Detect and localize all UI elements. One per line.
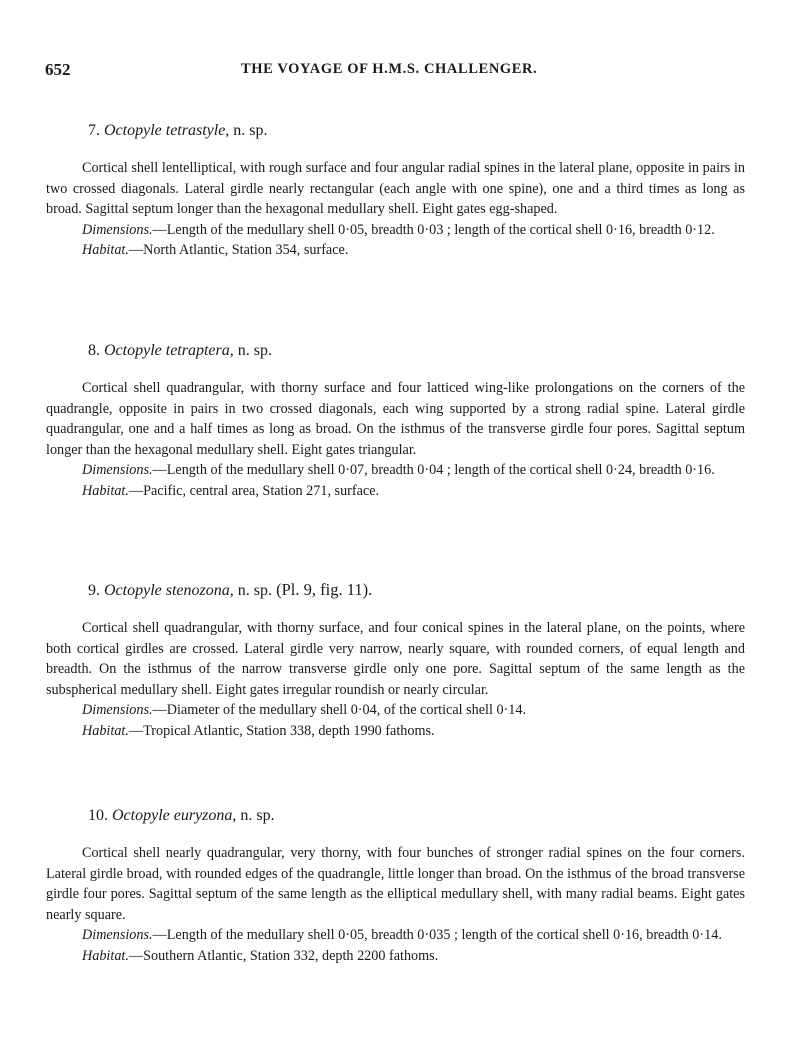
species-entry-8 xyxy=(46,338,745,502)
description-text: Cortical shell nearly quadrangular, very thorny, with four bunches of stronger radial spines on the four corners. Lateral girdle broad, with rounded edges of the quadrangle, little longer than broad. On the isthmus of the broad transverse girdle four pores. Sagittal septum of the same length as the elliptical medullary shell, with many radial beams. Eight gates nearly square. xyxy=(46,845,745,923)
description-text: Cortical shell quadrangular, with thorny surface and four latticed wing-like prolongations on the corners of the quadrangle, opposite in pairs in two crossed diagonals, each wing supported by a strong radial spine. Lateral girdle quadrangular, one and a half times as long as broad. On the isthmus of the transverse girdle four pores. Sagittal septum longer than the hexagonal medullary shell. Eight gates triangular. xyxy=(46,380,745,458)
running-head: THE VOYAGE OF H.M.S. CHALLENGER. xyxy=(241,61,538,77)
plate-reference: (Pl. 9, fig. 11). xyxy=(271,580,373,599)
dimensions-line xyxy=(46,220,745,241)
dimensions-line xyxy=(46,925,745,946)
species-description xyxy=(46,618,745,700)
dimensions-line xyxy=(46,700,745,721)
habitat-text: —Pacific, central area, Station 271, surface. xyxy=(128,482,380,499)
habitat-label: Habitat. xyxy=(82,242,129,259)
habitat-text: —North Atlantic, Station 354, surface. xyxy=(128,242,349,259)
species-suffix: , n. sp. xyxy=(229,582,272,599)
species-name: Octopyle tetrastyle xyxy=(104,122,226,139)
habitat-label: Habitat. xyxy=(82,947,129,964)
dimensions-label: Dimensions. xyxy=(82,702,153,719)
species-name: Octopyle tetraptera xyxy=(104,342,230,359)
dimensions-text: —Length of the medullary shell 0·07, breadth 0·04 ; length of the cortical shell 0·24, breadth 0·16. xyxy=(152,462,715,479)
species-entry-9 xyxy=(46,578,745,742)
species-description xyxy=(46,843,745,925)
species-number: 10. xyxy=(88,807,108,824)
species-number: 8. xyxy=(88,342,100,359)
species-heading xyxy=(88,118,745,142)
species-name: Octopyle stenozona xyxy=(104,582,230,599)
species-entry-10 xyxy=(46,803,745,967)
species-number: 9. xyxy=(88,582,100,599)
species-entry-7 xyxy=(46,118,745,261)
species-suffix: , n. sp. xyxy=(229,342,272,359)
description-text: Cortical shell lentelliptical, with rough surface and four angular radial spines in the lateral plane, opposite in pairs in two crossed diagonals. Lateral girdle nearly rectangular (each angle with one spine), one and a third times as long as broad. Sagittal septum longer than the hexagonal medullary shell. Eight gates egg-shaped. xyxy=(46,160,745,218)
description-text: Cortical shell quadrangular, with thorny surface, and four conical spines in the lateral plane, on the points, where both cortical girdles are crossed. Lateral girdle very narrow, nearly square, with rounded corners, of equal length and breadth. On the isthmus of the narrow transverse girdle only one pore. Sagittal septum of the same length as the subspherical medullary shell. Eight gates irregular roundish or nearly circular. xyxy=(46,620,745,698)
dimensions-label: Dimensions. xyxy=(82,462,153,479)
dimensions-line xyxy=(46,460,745,481)
species-number: 7. xyxy=(88,122,100,139)
dimensions-text: —Length of the medullary shell 0·05, breadth 0·03 ; length of the cortical shell 0·16, breadth 0·12. xyxy=(152,221,715,238)
page-header xyxy=(45,60,755,84)
habitat-text: —Southern Atlantic, Station 332, depth 2200 fathoms. xyxy=(128,947,439,964)
species-description xyxy=(46,158,745,220)
habitat-line xyxy=(46,240,745,261)
species-heading xyxy=(88,578,745,602)
species-heading xyxy=(88,803,745,827)
dimensions-label: Dimensions. xyxy=(82,927,153,944)
species-name: Octopyle euryzona xyxy=(112,807,233,824)
species-description xyxy=(46,378,745,460)
habitat-text: —Tropical Atlantic, Station 338, depth 1990 fathoms. xyxy=(128,722,435,739)
species-suffix: , n. sp. xyxy=(232,807,275,824)
habitat-line xyxy=(46,481,745,502)
dimensions-label: Dimensions. xyxy=(82,221,153,238)
habitat-line xyxy=(46,946,745,967)
habitat-label: Habitat. xyxy=(82,722,129,739)
species-heading xyxy=(88,338,745,362)
dimensions-text: —Length of the medullary shell 0·05, breadth 0·035 ; length of the cortical shell 0·16, breadth 0·14. xyxy=(152,927,722,944)
habitat-label: Habitat. xyxy=(82,482,129,499)
page-number: 652 xyxy=(45,60,71,79)
dimensions-text: —Diameter of the medullary shell 0·04, of the cortical shell 0·14. xyxy=(152,702,527,719)
habitat-line xyxy=(46,721,745,742)
species-suffix: , n. sp. xyxy=(225,122,268,139)
